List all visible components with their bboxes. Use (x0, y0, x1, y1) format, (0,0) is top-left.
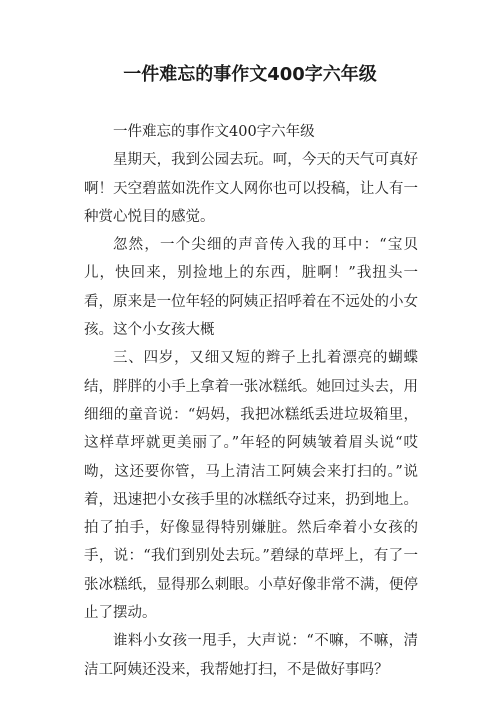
paragraph: 谁料小女孩一甩手，大声说：“不嘛，不嘛，清洁工阿姨还没来，我帮她打扫，不是做好事吗？ (84, 633, 418, 678)
paragraph: 星期天，我到公园去玩。呵，今天的天气可真好啊！天空碧蓝如洗作文人网你也可以投稿，让人有一种赏心悦目的感觉。 (84, 152, 418, 225)
document-body (84, 118, 418, 684)
paragraph-subtitle: 一件难忘的事作文400字六年级 (113, 124, 315, 140)
paragraph: 忽然，一个尖细的声音传入我的耳中：“宝贝儿，快回来，别捡地上的东西，脏啊！”我扭头一看，原来是一位年轻的阿姨正招呼着在不远处的小女孩。这个小女孩大概 (84, 237, 418, 339)
paragraph: 三、四岁，又细又短的辫子上扎着漂亮的蝴蝶结，胖胖的小手上拿着一张冰糕纸。她回过头去，用细细的童音说：“妈妈，我把冰糕纸丢进垃圾箱里，这样草坪就更美丽了。”年轻的阿姨皱着眉头说“哎呦，这还要你管，马上清洁工阿姨会来打扫的。”说着，迅速把小女孩手里的冰糕纸夺过来，扔到地上。拍了拍手，好像显得特别嫌脏。然后牵着小女孩的手，说：“我们到别处去玩。”碧绿的草坪上，有了一张冰糕纸，显得那么刺眼。小草好像非常不满，便停止了摆动。 (84, 350, 418, 622)
document-title: 一件难忘的事作文400字六年级 (123, 64, 377, 85)
